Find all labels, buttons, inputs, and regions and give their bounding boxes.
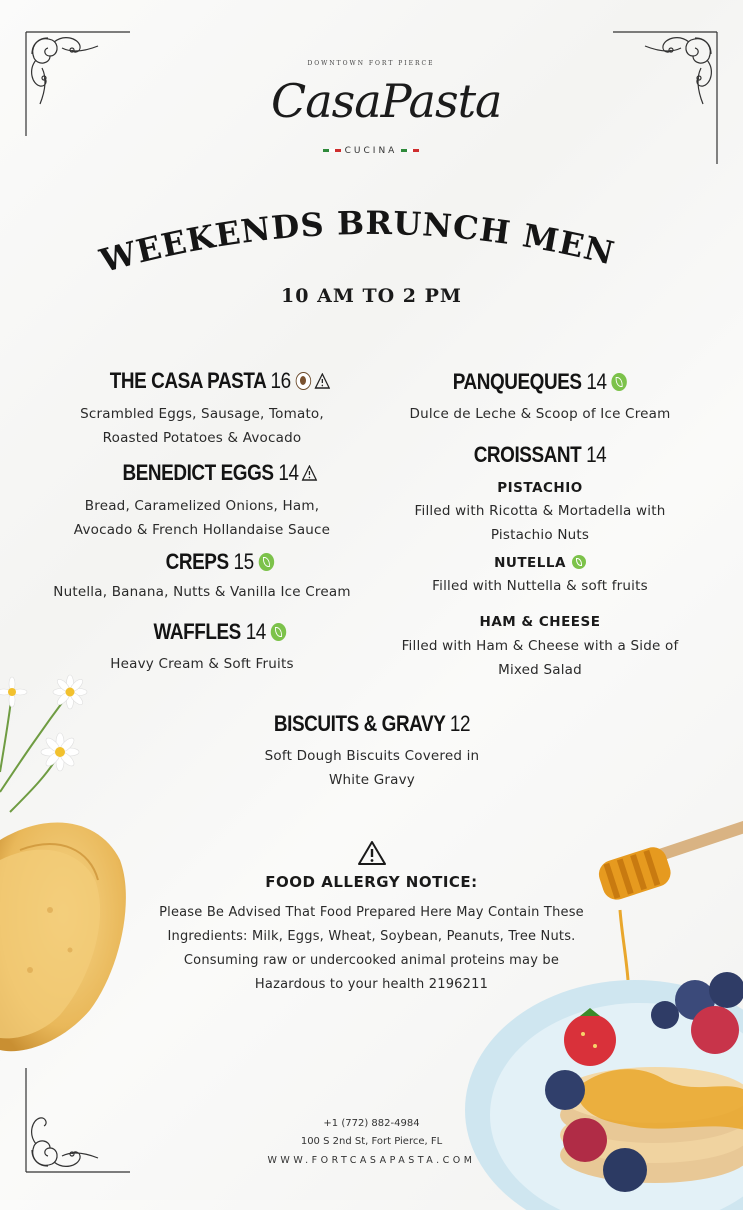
item-desc-biscuits-gravy: [172, 744, 572, 792]
sub-item-name: NUTELLA: [494, 555, 566, 571]
menu-item-croissant: [355, 442, 725, 468]
item-title: [48, 549, 392, 575]
vegetarian-leaf-icon: [271, 623, 286, 641]
crepe-image: [0, 800, 140, 1060]
desc-line: Bread, Caramelized Onions, Ham,: [84, 498, 320, 514]
footer-address: 100 S 2nd St, Fort Pierce, FL: [300, 1136, 443, 1147]
sub-item-pistachio: PISTACHIO: [497, 480, 583, 496]
desc-line: Nutella, Banana, Nutts & Vanilla Ice Cream: [53, 584, 351, 600]
item-title: [48, 619, 392, 645]
logo-subtitle: [271, 146, 471, 156]
item-price: 14: [278, 460, 299, 485]
desc-line: Heavy Cream & Soft Fruits: [110, 656, 294, 672]
menu-title-text: WEEKENDS BRUNCH MENU: [85, 180, 619, 281]
sub-desc-pistachio: [355, 499, 725, 547]
footer-phone[interactable]: +1 (772) 882-4984: [323, 1118, 420, 1129]
italian-flag-left: [323, 149, 341, 152]
desc-line: Filled with Ricotta & Mortadella with: [414, 503, 666, 519]
corner-ornament-top-left: [18, 24, 158, 164]
item-price: 14: [586, 369, 607, 394]
desc-line: Filled with Ham & Cheese with a Side of: [401, 638, 679, 654]
item-name: CREPS: [165, 549, 229, 574]
desc-line: Filled with Nuttella & soft fruits: [432, 578, 648, 594]
corner-ornament-top-right: [585, 24, 725, 164]
item-price: 14: [245, 619, 266, 644]
logo-cucina: CUCINA: [344, 146, 398, 156]
desc-line: Pistachio Nuts: [490, 527, 590, 543]
desc-line: Scrambled Eggs, Sausage, Tomato,: [80, 406, 324, 422]
menu-title: [85, 180, 643, 281]
menu-item-biscuits-gravy: [172, 711, 572, 737]
svg-text:WEEKENDS BRUNCH MENU: [86, 180, 619, 280]
allergy-line: Consuming raw or undercooked animal proteins may be: [183, 953, 560, 968]
pancakes-with-berries-image: [465, 960, 743, 1210]
item-name: WAFFLES: [153, 619, 241, 644]
desc-line: Roasted Potatoes & Avocado: [102, 430, 302, 446]
item-name: PANQUEQUES: [452, 369, 582, 394]
vegetarian-leaf-icon: [612, 373, 627, 391]
service-hours: 10 AM TO 2 PM: [281, 285, 462, 307]
logo-script-name: CasaPasta: [271, 74, 502, 128]
allergy-line: Please Be Advised That Food Prepared Here May Contain These: [159, 905, 584, 920]
warning-icon: [315, 373, 330, 389]
allergy-notice-title: FOOD ALLERGY NOTICE:: [265, 873, 478, 891]
vegetarian-leaf-icon: [572, 555, 586, 569]
item-desc-creps: [0, 580, 404, 604]
italian-flag-right: [401, 149, 419, 152]
item-desc-benedict-eggs: [0, 494, 404, 542]
item-price: 16: [270, 368, 291, 393]
desc-line: Avocado & French Hollandaise Sauce: [73, 522, 331, 538]
item-title: [48, 460, 392, 486]
item-name: CROISSANT: [473, 442, 582, 467]
item-title: [200, 711, 544, 737]
vegetarian-leaf-icon: [259, 553, 274, 571]
item-name: BENEDICT EGGS: [122, 460, 274, 485]
item-price: 12: [449, 711, 471, 736]
item-title: [381, 442, 699, 468]
sub-desc-ham-cheese: [355, 634, 725, 682]
footer-website[interactable]: WWW.FORTCASAPASTA.COM: [267, 1155, 476, 1166]
allergy-warning-icon: [357, 840, 387, 866]
sub-desc-nutella: [355, 574, 725, 598]
item-desc-casa-pasta: [0, 402, 404, 450]
desc-line: White Gravy: [328, 772, 415, 788]
item-name: BISCUITS & GRAVY: [273, 711, 446, 736]
menu-item-panqueques: [355, 369, 725, 395]
item-desc-panqueques: Dulce de Leche & Scoop of Ice Cream: [409, 406, 671, 422]
allergy-line: Hazardous to your health 2196211: [254, 977, 489, 992]
logo-tagline: DOWNTOWN FORT PIERCE: [307, 60, 435, 67]
desc-line: Mixed Salad: [498, 662, 582, 678]
warning-icon: [302, 465, 317, 481]
desc-line: Soft Dough Biscuits Covered in: [264, 748, 480, 764]
coffee-bean-icon: [296, 372, 311, 390]
allergy-line: Ingredients: Milk, Eggs, Wheat, Soybean, Peanuts, Tree Nuts.: [167, 929, 576, 944]
item-title: [381, 369, 699, 395]
item-title: [48, 368, 392, 394]
item-price: 14: [586, 442, 607, 467]
casa-pasta-logo: [271, 58, 502, 168]
item-name: THE CASA PASTA: [109, 368, 266, 393]
sub-item-nutella: [355, 555, 725, 571]
item-price: 15: [233, 549, 254, 574]
sub-item-ham-cheese: HAM & CHEESE: [479, 614, 601, 630]
